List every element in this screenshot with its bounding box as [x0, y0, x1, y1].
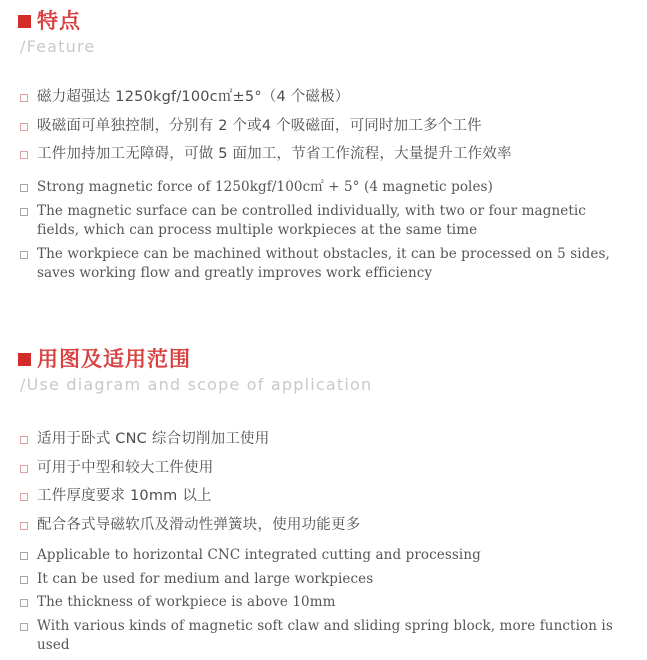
feature-title-row: [18, 10, 630, 33]
list-item: [20, 145, 620, 165]
bullet-square-icon: [20, 465, 28, 473]
section-feature-heading: [18, 10, 630, 56]
bullet-square-icon: [20, 576, 28, 584]
list-item-label: The thickness of workpiece is above 10mm: [37, 594, 336, 611]
list-item-label: 工件加持加工无障碍，可做 5 面加工，节省工作流程，大量提升工作效率: [37, 146, 512, 163]
section-usage-heading: [18, 348, 630, 394]
list-item: [20, 516, 620, 536]
list-item: [20, 546, 620, 566]
bullet-square-icon: [20, 123, 28, 131]
red-square-icon: [18, 353, 31, 366]
list-item-label: 磁力超强达 1250kgf/100c㎡±5°（4 个磁极）: [37, 89, 350, 105]
feature-bullets-english: [20, 178, 620, 288]
list-item: [20, 202, 620, 241]
list-item: [20, 617, 620, 656]
usage-bullets-english: [20, 546, 620, 660]
bullet-square-icon: [20, 151, 28, 159]
bullet-square-icon: [20, 436, 28, 444]
bullet-square-icon: [20, 184, 28, 192]
list-item-label: It can be used for medium and large workpieces: [37, 570, 374, 587]
list-item-label: 配合各式导磁软爪及滑动性弹簧块，使用功能更多: [37, 516, 361, 533]
feature-bullets-chinese: [20, 88, 620, 174]
bullet-square-icon: [20, 522, 28, 530]
list-item: [20, 245, 620, 284]
feature-title-cn: 特点: [37, 9, 81, 33]
list-item: [20, 459, 620, 479]
list-item: [20, 570, 620, 590]
list-item-label: Applicable to horizontal CNC integrated cutting and processing: [37, 547, 481, 563]
list-item: [20, 487, 620, 507]
bullet-square-icon: [20, 493, 28, 501]
list-item-label: 工件厚度要求 10mm 以上: [37, 488, 212, 505]
feature-title-en: /Feature: [20, 37, 96, 57]
red-square-icon: [18, 15, 31, 28]
bullet-square-icon: [20, 599, 28, 607]
bullet-square-icon: [20, 623, 28, 631]
list-item: [20, 88, 620, 108]
list-item: [20, 430, 620, 450]
usage-title-en: /Use diagram and scope of application: [20, 375, 373, 395]
usage-title-row: [18, 348, 630, 371]
bullet-square-icon: [20, 94, 28, 102]
usage-title-cn: 用图及适用范围: [37, 347, 191, 371]
list-item-label: 适用于卧式 CNC 综合切削加工使用: [37, 431, 270, 447]
bullet-square-icon: [20, 251, 28, 259]
bullet-square-icon: [20, 208, 28, 216]
list-item-label: The workpiece can be machined without obstacles, it can be processed on 5 sides, saves working flow and greatly improves work efficiency: [37, 245, 610, 282]
list-item-label: The magnetic surface can be controlled individually, with two or four magnetic fields, which can process multiple workpieces at the same time: [37, 202, 586, 239]
list-item-label: With various kinds of magnetic soft claw and sliding spring block, more function is used: [37, 617, 613, 654]
list-item-label: 可用于中型和较大工件使用: [37, 459, 214, 476]
list-item: [20, 593, 620, 613]
usage-bullets-chinese: [20, 430, 620, 544]
list-item: [20, 178, 620, 198]
bullet-square-icon: [20, 552, 28, 560]
list-item-label: Strong magnetic force of 1250kgf/100c㎡ + 5° (4 magnetic poles): [37, 179, 493, 195]
list-item: [20, 117, 620, 137]
list-item-label: 吸磁面可单独控制，分别有 2 个或4 个吸磁面，可同时加工多个工件: [37, 117, 482, 134]
